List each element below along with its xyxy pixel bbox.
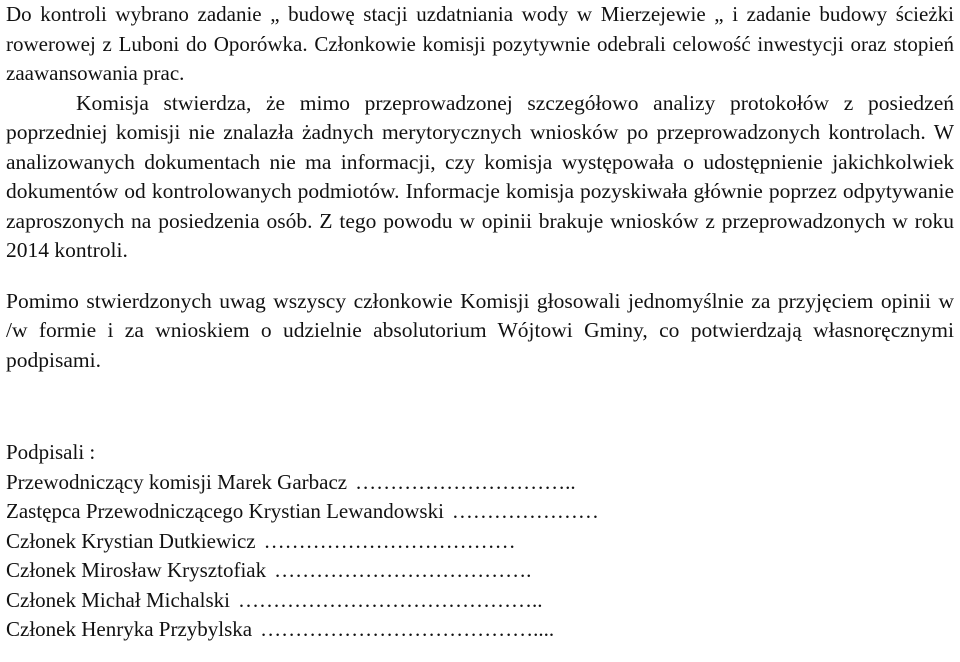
signature-line-member-przybylska xyxy=(6,615,954,645)
signature-line-member-michalski xyxy=(6,586,954,616)
signature-line-chairman xyxy=(6,468,954,498)
signatory-name: Członek Michał Michalski xyxy=(6,587,230,612)
signature-line-deputy xyxy=(6,497,954,527)
intro-paragraph: Do kontroli wybrano zadanie „ budowę stacji uzdatniania wody w Mierzejewie „ i zadanie budowy ścieżki rowerowej z Luboni do Oporówka. Członkowie komisji pozytywnie odebrali celowość inwestycji oraz stopień zaawansowania prac. xyxy=(6,2,954,85)
signature-line-member-krysztofiak xyxy=(6,556,954,586)
signature-dots: ………………………….. xyxy=(355,469,576,494)
signature-dots: ……………………………… xyxy=(263,528,516,553)
signatory-name: Członek Henryka Przybylska xyxy=(6,617,253,641)
document-page xyxy=(6,0,954,645)
signature-dots: ………………………………….... xyxy=(260,617,555,641)
signature-dots: ………………………………. xyxy=(274,558,532,582)
signature-list xyxy=(6,468,954,645)
signatory-name: Przewodniczący komisji Marek Garbacz xyxy=(6,469,348,494)
analysis-paragraph: Komisja stwierdza, że mimo przeprowadzonej szczegółowo analizy protokołów z posiedzeń poprzedniej komisji nie znalazła żadnych merytorycznych wniosków po przeprowadzonych kontrolach. W analizowanych dokumentach nie ma informacji, czy komisja występowała o udostępnienie jakichkolwiek dokumentów od kontrolowanych podmiotów. Informacje komisja pozyskiwała głównie poprzez odpytywanie zaproszonych na posiedzenia osób. Z tego powodu w opinii brakuje wniosków z przeprowadzonych w roku 2014 kontroli. xyxy=(6,90,954,262)
signatory-name: Członek Mirosław Krysztofiak xyxy=(6,558,267,582)
signature-dots: ………………… xyxy=(451,499,599,523)
signatures-section xyxy=(6,438,954,645)
signature-line-member-dutkiewicz xyxy=(6,527,954,557)
signatures-heading: Podpisali : xyxy=(6,440,96,464)
closing-paragraph: Pomimo stwierdzonych uwag wszyscy członkowie Komisji głosowali jednomyślnie za przyjęciem opinii w /w formie i za wnioskiem o udzielnie absolutorium Wójtowi Gminy, co potwierdzają własnoręcznymi podpisami. xyxy=(6,288,954,372)
signatory-name: Zastępca Przewodniczącego Krystian Lewandowski xyxy=(6,499,444,523)
signature-dots: …………………………………….. xyxy=(237,587,543,612)
signatory-name: Członek Krystian Dutkiewicz xyxy=(6,528,256,553)
